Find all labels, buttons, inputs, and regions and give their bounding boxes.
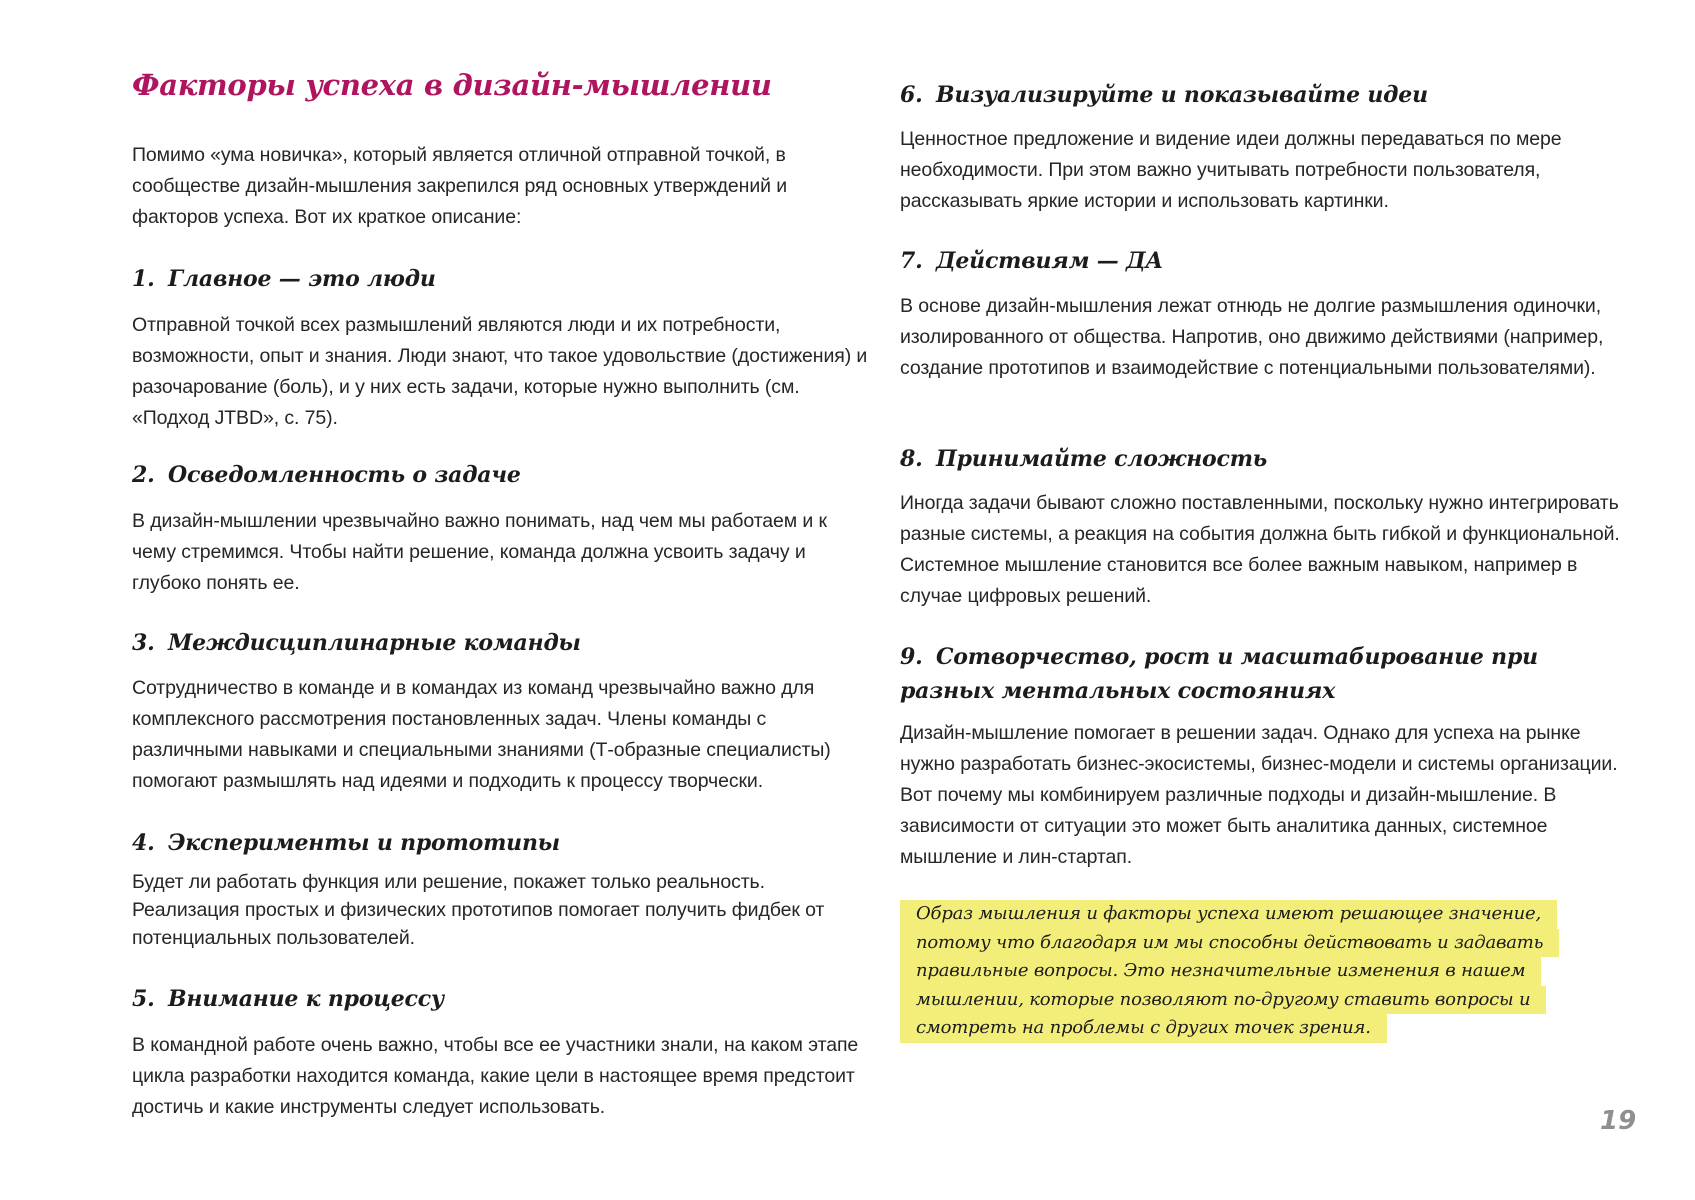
section-heading-7: 7. Действиям — ДА: [900, 248, 1164, 274]
section-heading-9: 9. Сотворчество, рост и масштабирование при разных ментальных состояниях: [900, 644, 1538, 704]
page-title: Факторы успеха в дизайн-мышлении: [132, 68, 772, 102]
section-body-5: В командной работе очень важно, чтобы все ее участники знали, на каком этапе цикла разработки находится команда, какие цели в настоящее время предстоит достичь и какие инструменты следует использовать.: [132, 1034, 859, 1118]
section-heading-1: 1. Главное — это люди: [132, 266, 436, 292]
highlighted-quote: [900, 900, 1559, 1043]
intro-paragraph: Помимо «ума новичка», который является отличной отправной точкой, в сообществе дизайн-мышления закрепился ряд основных утверждений и факторов успеха. Вот их краткое описание:: [132, 144, 788, 228]
page-number: 19: [1600, 1106, 1637, 1136]
section-body-4: Будет ли работать функция или решение, покажет только реальность. Реализация простых и физических прототипов помогает получить фидбек от потенциальных пользователей.: [132, 871, 825, 949]
section-heading-6: 6. Визуализируйте и показывайте идеи: [900, 82, 1428, 108]
section-body-8: Иногда задачи бывают сложно поставленными, поскольку нужно интегрировать разные системы, а реакция на события должна быть гибкой и функциональной. Системное мышление становится все более важным навыком, например в случае цифровых решений.: [900, 492, 1620, 607]
section-body-2: В дизайн-мышлении чрезвычайно важно понимать, над чем мы работаем и к чему стремимся. Чтобы найти решение, команда должна усвоить задачу и глубоко понять ее.: [132, 510, 827, 594]
section-body-3: Сотрудничество в команде и в командах из команд чрезвычайно важно для комплексного рассмотрения постановленных задач. Члены команды с различными навыками и специальными знаниями (Т-образные специалисты) помогают размышлять над идеями и подходить к процессу творчески.: [132, 677, 831, 792]
section-body-1: Отправной точкой всех размышлений являются люди и их потребности, возможности, опыт и знания. Люди знают, что такое удовольствие (достижения) и разочарование (боль), и у них есть задачи, которые нужно выполнить (см. «Подход JTBD», с. 75).: [132, 314, 868, 429]
section-heading-5: 5. Внимание к процессу: [132, 986, 444, 1012]
section-body-9: Дизайн-мышление помогает в решении задач. Однако для успеха на рынке нужно разработать бизнес-экосистемы, бизнес-модели и системы организации. Вот почему мы комбинируем различные подходы и дизайн-мышление. В зависимости от ситуации это может быть аналитика данных, системное мышление и лин-стартап.: [900, 722, 1618, 868]
section-heading-2: 2. Осведомленность о задаче: [132, 462, 521, 488]
section-heading-8: 8. Принимайте сложность: [900, 446, 1268, 472]
quote-text: Образ мышления и факторы успеха имеют решающее значение, потому что благодаря им мы способны действовать и задавать правильные вопросы. Это незначительные изменения в нашем мышлении, которые позволяют по-другому ставить вопросы и смотреть на проблемы с других точек зрения.: [900, 903, 1559, 1038]
section-body-7: В основе дизайн-мышления лежат отнюдь не долгие размышления одиночки, изолированного от общества. Напротив, оно движимо действиями (например, создание прототипов и взаимодействие с потенциальными пользователями).: [900, 295, 1604, 379]
section-heading-4: 4. Эксперименты и прототипы: [132, 830, 560, 856]
section-body-6: Ценностное предложение и видение идеи должны передаваться по мере необходимости. При этом важно учитывать потребности пользователя, рассказывать яркие истории и использовать картинки.: [900, 128, 1562, 212]
section-heading-3: 3. Междисциплинарные команды: [132, 630, 581, 656]
